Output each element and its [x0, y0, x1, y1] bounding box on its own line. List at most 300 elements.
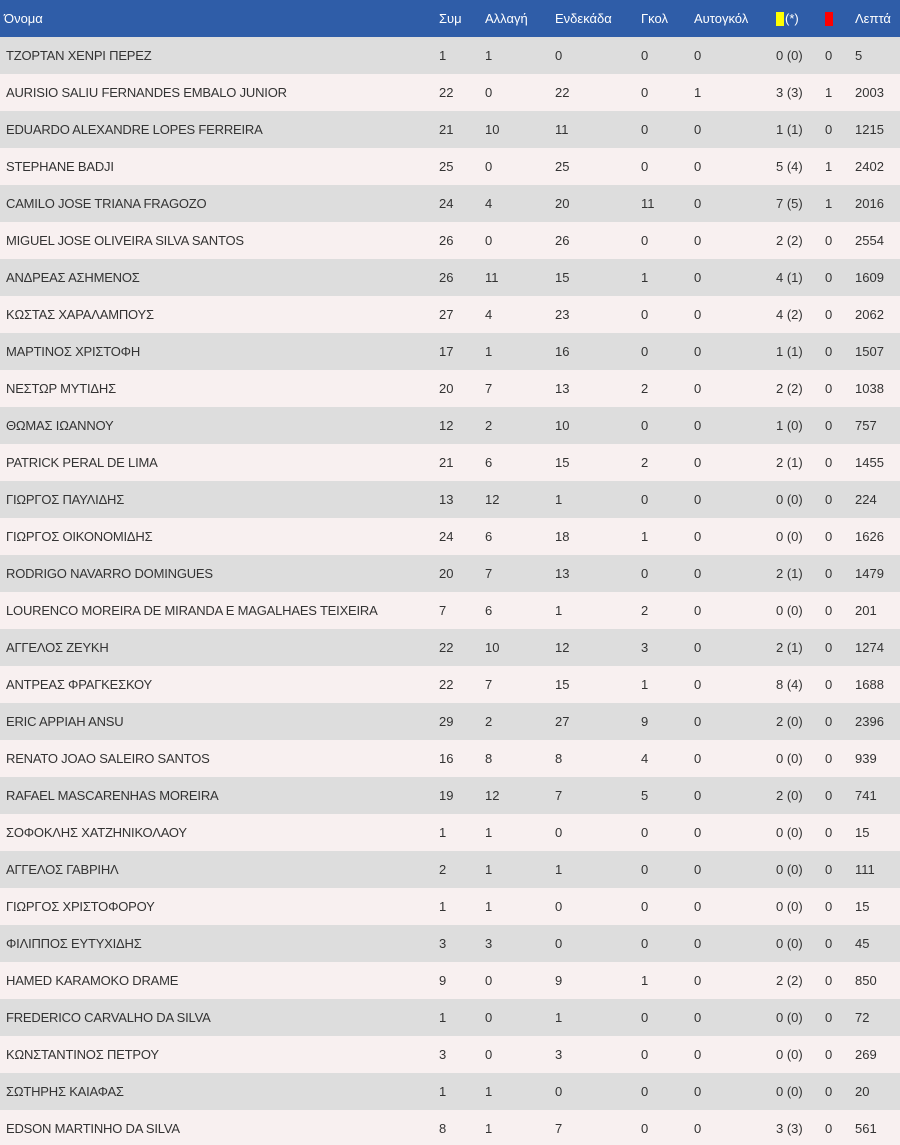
cell-name[interactable]: EDUARDO ALEXANDRE LOPES FERREIRA: [0, 111, 435, 148]
cell-own-goals: 0: [690, 444, 772, 481]
table-row[interactable]: [0, 222, 900, 259]
cell-goals: 0: [637, 555, 690, 592]
cell-apps: 26: [435, 259, 481, 296]
cell-minutes: 201: [851, 592, 900, 629]
cell-red-cards: 1: [821, 74, 851, 111]
cell-red-cards: 0: [821, 481, 851, 518]
cell-minutes: 1215: [851, 111, 900, 148]
cell-apps: 20: [435, 370, 481, 407]
cell-apps: 2: [435, 851, 481, 888]
cell-name[interactable]: ERIC APPIAH ANSU: [0, 703, 435, 740]
cell-yellow-cards: 4 (1): [772, 259, 821, 296]
cell-yellow-cards: 5 (4): [772, 148, 821, 185]
cell-yellow-cards: 2 (1): [772, 629, 821, 666]
red-card-icon: [825, 12, 833, 26]
cell-starts: 15: [551, 259, 637, 296]
cell-minutes: 1609: [851, 259, 900, 296]
cell-goals: 0: [637, 74, 690, 111]
cell-name[interactable]: ΓΙΩΡΓΟΣ ΠΑΥΛΙΔΗΣ: [0, 481, 435, 518]
cell-starts: 16: [551, 333, 637, 370]
table-row[interactable]: [0, 111, 900, 148]
cell-apps: 22: [435, 666, 481, 703]
cell-apps: 22: [435, 629, 481, 666]
cell-subs: 7: [481, 555, 551, 592]
cell-apps: 26: [435, 222, 481, 259]
cell-starts: 0: [551, 37, 637, 74]
table-row[interactable]: [0, 1110, 900, 1145]
cell-yellow-cards: 2 (2): [772, 222, 821, 259]
table-row[interactable]: [0, 814, 900, 851]
cell-own-goals: 0: [690, 888, 772, 925]
cell-apps: 1: [435, 814, 481, 851]
cell-subs: 1: [481, 333, 551, 370]
cell-goals: 0: [637, 333, 690, 370]
cell-apps: 21: [435, 111, 481, 148]
cell-starts: 15: [551, 444, 637, 481]
cell-subs: 4: [481, 296, 551, 333]
cell-name[interactable]: ΑΝΔΡΕΑΣ ΑΣΗΜΕΝΟΣ: [0, 259, 435, 296]
cell-subs: 10: [481, 629, 551, 666]
cell-own-goals: 0: [690, 962, 772, 999]
cell-own-goals: 0: [690, 925, 772, 962]
cell-name[interactable]: ΣΩΤΗΡΗΣ ΚΑΙΑΦΑΣ: [0, 1073, 435, 1110]
cell-minutes: 15: [851, 888, 900, 925]
cell-yellow-cards: 3 (3): [772, 1110, 821, 1145]
cell-goals: 0: [637, 814, 690, 851]
cell-own-goals: 0: [690, 666, 772, 703]
cell-yellow-cards: 2 (0): [772, 703, 821, 740]
cell-minutes: 1507: [851, 333, 900, 370]
column-header-red-cards[interactable]: [821, 0, 851, 37]
cell-yellow-cards: 2 (0): [772, 777, 821, 814]
cell-yellow-cards: 0 (0): [772, 1036, 821, 1073]
cell-name[interactable]: ΘΩΜΑΣ ΙΩΑΝΝΟΥ: [0, 407, 435, 444]
cell-goals: 0: [637, 481, 690, 518]
cell-goals: 11: [637, 185, 690, 222]
cell-red-cards: 0: [821, 851, 851, 888]
cell-minutes: 2062: [851, 296, 900, 333]
cell-yellow-cards: 0 (0): [772, 814, 821, 851]
cell-subs: 0: [481, 148, 551, 185]
cell-own-goals: 0: [690, 407, 772, 444]
cell-subs: 1: [481, 888, 551, 925]
cell-goals: 0: [637, 296, 690, 333]
cell-own-goals: 0: [690, 185, 772, 222]
cell-yellow-cards: 0 (0): [772, 481, 821, 518]
cell-red-cards: 0: [821, 37, 851, 74]
cell-minutes: 1688: [851, 666, 900, 703]
cell-starts: 23: [551, 296, 637, 333]
cell-goals: 0: [637, 1036, 690, 1073]
table-row[interactable]: [0, 666, 900, 703]
cell-own-goals: 0: [690, 851, 772, 888]
cell-goals: 2: [637, 592, 690, 629]
cell-starts: 7: [551, 1110, 637, 1145]
cell-minutes: 561: [851, 1110, 900, 1145]
cell-red-cards: 0: [821, 259, 851, 296]
cell-goals: 0: [637, 999, 690, 1036]
cell-goals: 5: [637, 777, 690, 814]
cell-name[interactable]: ΝΕΣΤΩΡ ΜΥΤΙΔΗΣ: [0, 370, 435, 407]
cell-subs: 0: [481, 1036, 551, 1073]
cell-yellow-cards: 0 (0): [772, 999, 821, 1036]
cell-subs: 8: [481, 740, 551, 777]
cell-subs: 0: [481, 962, 551, 999]
cell-red-cards: 0: [821, 592, 851, 629]
cell-subs: 12: [481, 481, 551, 518]
cell-subs: 0: [481, 222, 551, 259]
cell-own-goals: 0: [690, 555, 772, 592]
cell-own-goals: 0: [690, 592, 772, 629]
table-row[interactable]: [0, 1036, 900, 1073]
cell-starts: 22: [551, 74, 637, 111]
cell-red-cards: 0: [821, 999, 851, 1036]
cell-apps: 1: [435, 888, 481, 925]
table-row[interactable]: [0, 296, 900, 333]
cell-yellow-cards: 0 (0): [772, 592, 821, 629]
cell-goals: 0: [637, 148, 690, 185]
column-header-apps-label: Συμ: [439, 11, 462, 26]
cell-yellow-cards: 0 (0): [772, 888, 821, 925]
cell-minutes: 2016: [851, 185, 900, 222]
cell-apps: 3: [435, 1036, 481, 1073]
cell-name[interactable]: STEPHANE BADJI: [0, 148, 435, 185]
table-row[interactable]: [0, 185, 900, 222]
cell-apps: 25: [435, 148, 481, 185]
cell-goals: 0: [637, 407, 690, 444]
cell-minutes: 1274: [851, 629, 900, 666]
column-header-minutes[interactable]: [851, 0, 900, 37]
cell-yellow-cards: 4 (2): [772, 296, 821, 333]
cell-red-cards: 0: [821, 1036, 851, 1073]
cell-starts: 20: [551, 185, 637, 222]
cell-own-goals: 0: [690, 296, 772, 333]
cell-goals: 1: [637, 666, 690, 703]
table-row[interactable]: [0, 925, 900, 962]
cell-name[interactable]: ΦΙΛΙΠΠΟΣ ΕΥΤΥΧΙΔΗΣ: [0, 925, 435, 962]
cell-goals: 4: [637, 740, 690, 777]
cell-minutes: 1626: [851, 518, 900, 555]
cell-red-cards: 0: [821, 666, 851, 703]
cell-red-cards: 0: [821, 962, 851, 999]
table-row[interactable]: [0, 259, 900, 296]
table-row[interactable]: [0, 999, 900, 1036]
table-header-row: [0, 0, 900, 37]
cell-yellow-cards: 0 (0): [772, 740, 821, 777]
cell-apps: 24: [435, 518, 481, 555]
cell-starts: 1: [551, 481, 637, 518]
cell-apps: 7: [435, 592, 481, 629]
cell-minutes: 5: [851, 37, 900, 74]
table-row[interactable]: [0, 518, 900, 555]
cell-own-goals: 0: [690, 370, 772, 407]
cell-yellow-cards: 0 (0): [772, 1073, 821, 1110]
cell-starts: 1: [551, 851, 637, 888]
cell-yellow-cards: 8 (4): [772, 666, 821, 703]
cell-minutes: 15: [851, 814, 900, 851]
cell-name[interactable]: ΓΙΩΡΓΟΣ ΧΡΙΣΤΟΦΟΡΟΥ: [0, 888, 435, 925]
table-row[interactable]: [0, 407, 900, 444]
cell-starts: 13: [551, 370, 637, 407]
cell-subs: 7: [481, 666, 551, 703]
cell-name[interactable]: LOURENCO MOREIRA DE MIRANDA E MAGALHAES TEIXEIRA: [0, 592, 435, 629]
table-row[interactable]: [0, 444, 900, 481]
cell-red-cards: 1: [821, 185, 851, 222]
cell-apps: 1: [435, 37, 481, 74]
cell-own-goals: 0: [690, 333, 772, 370]
cell-yellow-cards: 7 (5): [772, 185, 821, 222]
cell-own-goals: 0: [690, 629, 772, 666]
column-header-subs-label: Αλλαγή: [485, 11, 528, 26]
cell-yellow-cards: 1 (0): [772, 407, 821, 444]
cell-subs: 2: [481, 407, 551, 444]
yellow-card-suffix: (*): [785, 10, 799, 26]
cell-red-cards: 1: [821, 148, 851, 185]
cell-goals: 0: [637, 851, 690, 888]
cell-goals: 1: [637, 518, 690, 555]
column-header-own-goals-label: Αυτογκόλ: [694, 11, 749, 26]
cell-name[interactable]: ΑΓΓΕΛΟΣ ΓΑΒΡΙΗΛ: [0, 851, 435, 888]
table-body: [0, 37, 900, 1145]
column-header-apps[interactable]: [435, 0, 481, 37]
cell-starts: 15: [551, 666, 637, 703]
table-row[interactable]: [0, 333, 900, 370]
cell-own-goals: 0: [690, 37, 772, 74]
cell-name[interactable]: ΑΝΤΡΕΑΣ ΦΡΑΓΚΕΣΚΟΥ: [0, 666, 435, 703]
cell-starts: 3: [551, 1036, 637, 1073]
table-row[interactable]: [0, 74, 900, 111]
cell-red-cards: 0: [821, 925, 851, 962]
cell-yellow-cards: 2 (1): [772, 444, 821, 481]
cell-apps: 9: [435, 962, 481, 999]
cell-subs: 3: [481, 925, 551, 962]
column-header-yellow-cards[interactable]: [772, 0, 821, 37]
cell-minutes: 850: [851, 962, 900, 999]
cell-red-cards: 0: [821, 740, 851, 777]
cell-name[interactable]: RAFAEL MASCARENHAS MOREIRA: [0, 777, 435, 814]
cell-name[interactable]: FREDERICO CARVALHO DA SILVA: [0, 999, 435, 1036]
cell-own-goals: 0: [690, 740, 772, 777]
cell-red-cards: 0: [821, 1073, 851, 1110]
cell-subs: 1: [481, 37, 551, 74]
cell-yellow-cards: 0 (0): [772, 37, 821, 74]
cell-starts: 13: [551, 555, 637, 592]
cell-red-cards: 0: [821, 444, 851, 481]
cell-subs: 0: [481, 999, 551, 1036]
cell-own-goals: 0: [690, 259, 772, 296]
column-header-name-label: Όνομα: [4, 11, 43, 26]
cell-name[interactable]: ΚΩΝΣΤΑΝΤΙΝΟΣ ΠΕΤΡΟΥ: [0, 1036, 435, 1073]
cell-starts: 27: [551, 703, 637, 740]
table-row[interactable]: [0, 888, 900, 925]
cell-minutes: 1479: [851, 555, 900, 592]
cell-starts: 1: [551, 999, 637, 1036]
column-header-goals-label: Γκολ: [641, 11, 668, 26]
cell-minutes: 939: [851, 740, 900, 777]
cell-subs: 1: [481, 814, 551, 851]
cell-minutes: 20: [851, 1073, 900, 1110]
cell-goals: 3: [637, 629, 690, 666]
table-row[interactable]: [0, 1073, 900, 1110]
cell-goals: 2: [637, 444, 690, 481]
table-row[interactable]: [0, 370, 900, 407]
cell-goals: 1: [637, 962, 690, 999]
cell-red-cards: 0: [821, 333, 851, 370]
cell-own-goals: 0: [690, 1036, 772, 1073]
column-header-starts[interactable]: [551, 0, 637, 37]
table-row[interactable]: [0, 37, 900, 74]
cell-own-goals: 0: [690, 481, 772, 518]
cell-apps: 17: [435, 333, 481, 370]
cell-starts: 12: [551, 629, 637, 666]
cell-goals: 0: [637, 1110, 690, 1145]
cell-red-cards: 0: [821, 888, 851, 925]
cell-own-goals: 0: [690, 814, 772, 851]
cell-minutes: 757: [851, 407, 900, 444]
cell-goals: 2: [637, 370, 690, 407]
cell-red-cards: 0: [821, 555, 851, 592]
cell-red-cards: 0: [821, 1110, 851, 1145]
table-row[interactable]: [0, 703, 900, 740]
column-header-name[interactable]: [0, 0, 435, 37]
cell-own-goals: 0: [690, 1073, 772, 1110]
cell-apps: 21: [435, 444, 481, 481]
table-row[interactable]: [0, 481, 900, 518]
table-row[interactable]: [0, 740, 900, 777]
table-row[interactable]: [0, 629, 900, 666]
cell-yellow-cards: 0 (0): [772, 925, 821, 962]
cell-name[interactable]: ΓΙΩΡΓΟΣ ΟΙΚΟΝΟΜΙΔΗΣ: [0, 518, 435, 555]
cell-name[interactable]: ΚΩΣΤΑΣ ΧΑΡΑΛΑΜΠΟΥΣ: [0, 296, 435, 333]
cell-starts: 10: [551, 407, 637, 444]
column-header-starts-label: Ενδεκάδα: [555, 11, 612, 26]
cell-red-cards: 0: [821, 111, 851, 148]
cell-red-cards: 0: [821, 703, 851, 740]
cell-own-goals: 1: [690, 74, 772, 111]
cell-minutes: 2402: [851, 148, 900, 185]
cell-starts: 11: [551, 111, 637, 148]
cell-name[interactable]: RENATO JOAO SALEIRO SANTOS: [0, 740, 435, 777]
cell-starts: 7: [551, 777, 637, 814]
cell-yellow-cards: 1 (1): [772, 111, 821, 148]
cell-minutes: 1038: [851, 370, 900, 407]
cell-yellow-cards: 2 (2): [772, 962, 821, 999]
cell-subs: 0: [481, 74, 551, 111]
cell-starts: 0: [551, 814, 637, 851]
cell-starts: 0: [551, 925, 637, 962]
cell-red-cards: 0: [821, 296, 851, 333]
cell-name[interactable]: ΣΟΦΟΚΛΗΣ ΧΑΤΖΗΝΙΚΟΛΑΟΥ: [0, 814, 435, 851]
cell-goals: 0: [637, 888, 690, 925]
cell-subs: 4: [481, 185, 551, 222]
cell-apps: 1: [435, 1073, 481, 1110]
cell-red-cards: 0: [821, 629, 851, 666]
cell-apps: 19: [435, 777, 481, 814]
cell-red-cards: 0: [821, 407, 851, 444]
cell-subs: 1: [481, 851, 551, 888]
table-row[interactable]: [0, 592, 900, 629]
cell-subs: 11: [481, 259, 551, 296]
cell-name[interactable]: RODRIGO NAVARRO DOMINGUES: [0, 555, 435, 592]
cell-apps: 20: [435, 555, 481, 592]
cell-name[interactable]: ΜΑΡΤΙΝΟΣ ΧΡΙΣΤΟΦΗ: [0, 333, 435, 370]
cell-yellow-cards: 2 (1): [772, 555, 821, 592]
cell-minutes: 45: [851, 925, 900, 962]
cell-name[interactable]: PATRICK PERAL DE LIMA: [0, 444, 435, 481]
cell-yellow-cards: 2 (2): [772, 370, 821, 407]
cell-name[interactable]: MIGUEL JOSE OLIVEIRA SILVA SANTOS: [0, 222, 435, 259]
cell-name[interactable]: ΑΓΓΕΛΟΣ ΖΕΥΚΗ: [0, 629, 435, 666]
cell-name[interactable]: CAMILO JOSE TRIANA FRAGOZO: [0, 185, 435, 222]
cell-apps: 27: [435, 296, 481, 333]
cell-minutes: 2003: [851, 74, 900, 111]
column-header-subs[interactable]: [481, 0, 551, 37]
cell-subs: 10: [481, 111, 551, 148]
cell-minutes: 269: [851, 1036, 900, 1073]
cell-red-cards: 0: [821, 814, 851, 851]
cell-own-goals: 0: [690, 111, 772, 148]
cell-apps: 29: [435, 703, 481, 740]
cell-name[interactable]: AURISIO SALIU FERNANDES EMBALO JUNIOR: [0, 74, 435, 111]
cell-starts: 25: [551, 148, 637, 185]
cell-subs: 7: [481, 370, 551, 407]
cell-own-goals: 0: [690, 777, 772, 814]
cell-own-goals: 0: [690, 1110, 772, 1145]
cell-minutes: 1455: [851, 444, 900, 481]
column-header-own-goals[interactable]: [690, 0, 772, 37]
cell-apps: 22: [435, 74, 481, 111]
cell-red-cards: 0: [821, 222, 851, 259]
cell-subs: 1: [481, 1110, 551, 1145]
cell-goals: 0: [637, 222, 690, 259]
cell-minutes: 2396: [851, 703, 900, 740]
cell-starts: 0: [551, 1073, 637, 1110]
table-row[interactable]: [0, 962, 900, 999]
cell-yellow-cards: 0 (0): [772, 851, 821, 888]
table-row[interactable]: [0, 777, 900, 814]
cell-starts: 1: [551, 592, 637, 629]
cell-red-cards: 0: [821, 518, 851, 555]
cell-subs: 2: [481, 703, 551, 740]
cell-subs: 1: [481, 1073, 551, 1110]
cell-yellow-cards: 1 (1): [772, 333, 821, 370]
cell-name[interactable]: HAMED KARAMOKO DRAME: [0, 962, 435, 999]
cell-apps: 3: [435, 925, 481, 962]
cell-goals: 0: [637, 37, 690, 74]
cell-apps: 8: [435, 1110, 481, 1145]
cell-own-goals: 0: [690, 518, 772, 555]
yellow-card-icon: [776, 12, 784, 26]
cell-apps: 13: [435, 481, 481, 518]
cell-goals: 1: [637, 259, 690, 296]
cell-starts: 18: [551, 518, 637, 555]
column-header-goals[interactable]: [637, 0, 690, 37]
cell-name[interactable]: ΤΖΟΡΤΑΝ ΧΕΝΡΙ ΠΕΡΕΖ: [0, 37, 435, 74]
cell-subs: 6: [481, 592, 551, 629]
cell-subs: 12: [481, 777, 551, 814]
cell-name[interactable]: EDSON MARTINHO DA SILVA: [0, 1110, 435, 1145]
cell-own-goals: 0: [690, 999, 772, 1036]
cell-minutes: 741: [851, 777, 900, 814]
table-row[interactable]: [0, 851, 900, 888]
cell-minutes: 224: [851, 481, 900, 518]
table-row[interactable]: [0, 555, 900, 592]
cell-apps: 12: [435, 407, 481, 444]
cell-apps: 16: [435, 740, 481, 777]
cell-subs: 6: [481, 518, 551, 555]
table-row[interactable]: [0, 148, 900, 185]
cell-yellow-cards: 3 (3): [772, 74, 821, 111]
